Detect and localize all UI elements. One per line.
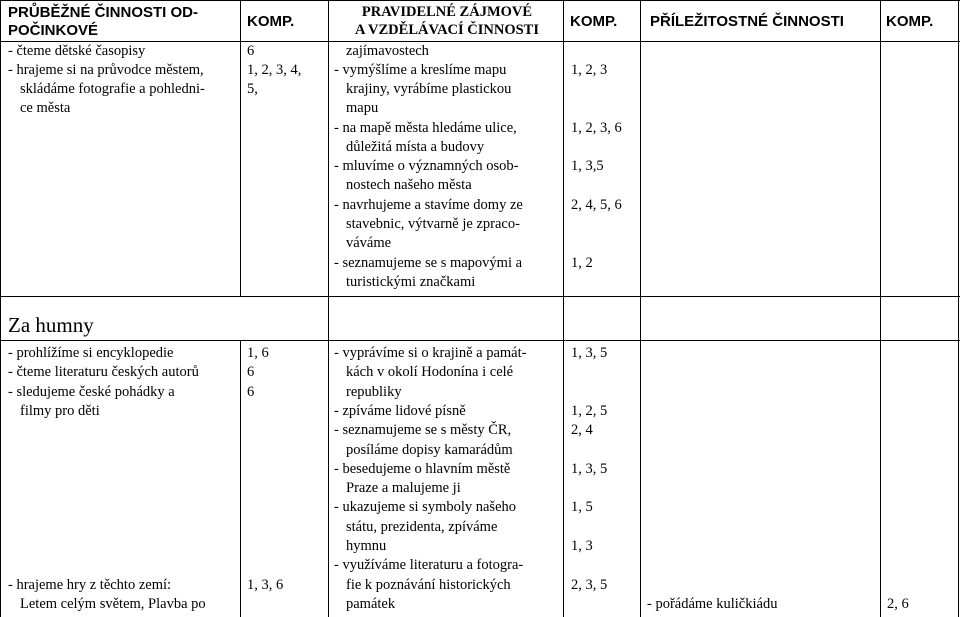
s1-col4-value: 1, 3,5 [571,158,604,174]
header-col5: PŘÍLEŽITOSTNÉ ČINNOSTI [650,13,844,30]
s2-col1-line: - sledujeme české pohádky a [8,384,175,400]
s2-col1-line: Letem celým světem, Plavba po [20,596,206,612]
s1-col2-value: 5, [247,81,258,97]
s2-col4-value: 1, 3, 5 [571,345,608,361]
s2-col1-line: - čteme literaturu českých autorů [8,364,199,380]
col-divider-2 [328,0,329,617]
s2-col3-line: fie k poznávání historických [346,577,511,593]
s2-col3-line: - besedujeme o hlavním městě [334,461,511,477]
s2-col3-line: hymnu [346,538,387,554]
s2-col3-line: posíláme dopisy kamarádům [346,442,513,458]
s1-col1-line: ce města [20,100,71,116]
s1-col3-line: - navrhujeme a stavíme domy ze [334,197,523,213]
s2-col4-value: 2, 3, 5 [571,577,608,593]
s2-col4-value: 1, 3, 5 [571,461,608,477]
s2-col4-value: 1, 2, 5 [571,403,608,419]
s1-col3-line: - vymýšlíme a kreslíme mapu [334,62,507,78]
col-divider-1 [240,0,241,296]
s2-col3-line: - zpíváme lidové písně [334,403,466,419]
table-border-left [0,0,1,617]
s1-col3-line: mapu [346,100,379,116]
s2-col3-line: republiky [346,384,402,400]
s2-col3-line: památek [346,596,396,612]
s2-col4-value: 1, 3 [571,538,593,554]
col-divider-5 [880,0,881,617]
header-col3-line1: PRAVIDELNÉ ZÁJMOVÉ [361,4,533,20]
s2-col3-line: - seznamujeme se s městy ČR, [334,422,512,438]
s1-col2-value: 6 [247,43,255,59]
col-divider-4 [640,0,641,617]
s2-col1-line: - hrajeme hry z těchto zemí: [8,577,172,593]
header-col6: KOMP. [886,13,934,30]
s2-col4-value: 1, 5 [571,499,593,515]
table-border-right [958,0,959,617]
s2-col5-line: - pořádáme kuličkiádu [647,596,778,612]
s1-col3-line: stavebnic, výtvarně je zpraco- [346,216,520,232]
s1-col3-line: důležitá místa a budovy [346,139,485,155]
header-col4: KOMP. [570,13,618,30]
section-title: Za humny [8,313,94,337]
table-border-top [0,0,960,1]
s2-col3-line: státu, prezidenta, zpíváme [346,519,498,535]
s2-col2-value: 1, 6 [247,345,269,361]
s1-col3-line: turistickými značkami [346,274,476,290]
s1-col3-line: - na mapě města hledáme ulice, [334,120,517,136]
s1-col3-line: zajímavostech [346,43,429,59]
header-col1-line1: PRŮBĚŽNÉ ČINNOSTI OD- [8,4,199,21]
col-divider-1b [240,340,241,617]
s2-col2-value: 6 [247,364,255,380]
header-col2: KOMP. [247,13,295,30]
s2-col6-value: 2, 6 [887,596,909,612]
s1-col4-value: 1, 2, 3 [571,62,608,78]
s1-col3-line: - mluvíme o významných osob- [334,158,519,174]
section-divider-bottom [0,340,960,341]
s2-col2-value: 1, 3, 6 [247,577,284,593]
header-col3-line2: A VZDĚLÁVACÍ ČINNOSTI [355,22,539,38]
s1-col4-value: 1, 2, 3, 6 [571,120,622,136]
s2-col3-line: - využíváme literaturu a fotogra- [334,557,524,573]
s1-col3-line: váváme [346,235,392,251]
s1-col2-value: 1, 2, 3, 4, [247,62,302,78]
s2-col3-line: kách v okolí Hodonína i celé [346,364,514,380]
s1-col1-line: - čteme dětské časopisy [8,43,146,59]
s1-col1-line: skládáme fotografie a pohledni- [20,81,205,97]
s1-col4-value: 2, 4, 5, 6 [571,197,622,213]
s1-col4-value: 1, 2 [571,255,593,271]
s1-col1-line: - hrajeme si na průvodce městem, [8,62,204,78]
s2-col2-value: 6 [247,384,255,400]
s1-col3-line: - seznamujeme se s mapovými a [334,255,523,271]
s2-col4-value: 2, 4 [571,422,593,438]
col-divider-3 [563,0,564,617]
s1-col3-line: krajiny, vyrábíme plastickou [346,81,512,97]
s2-col3-line: Praze a malujeme ji [346,480,461,496]
header-col1-line2: POČINKOVÉ [8,22,99,39]
section-divider-top [0,296,960,297]
s2-col1-line: filmy pro děti [20,403,100,419]
s2-col3-line: - ukazujeme si symboly našeho [334,499,517,515]
s1-col3-line: nostech našeho města [346,177,472,193]
s2-col1-line: - prohlížíme si encyklopedie [8,345,174,361]
s2-col3-line: - vyprávíme si o krajině a památ- [334,345,527,361]
